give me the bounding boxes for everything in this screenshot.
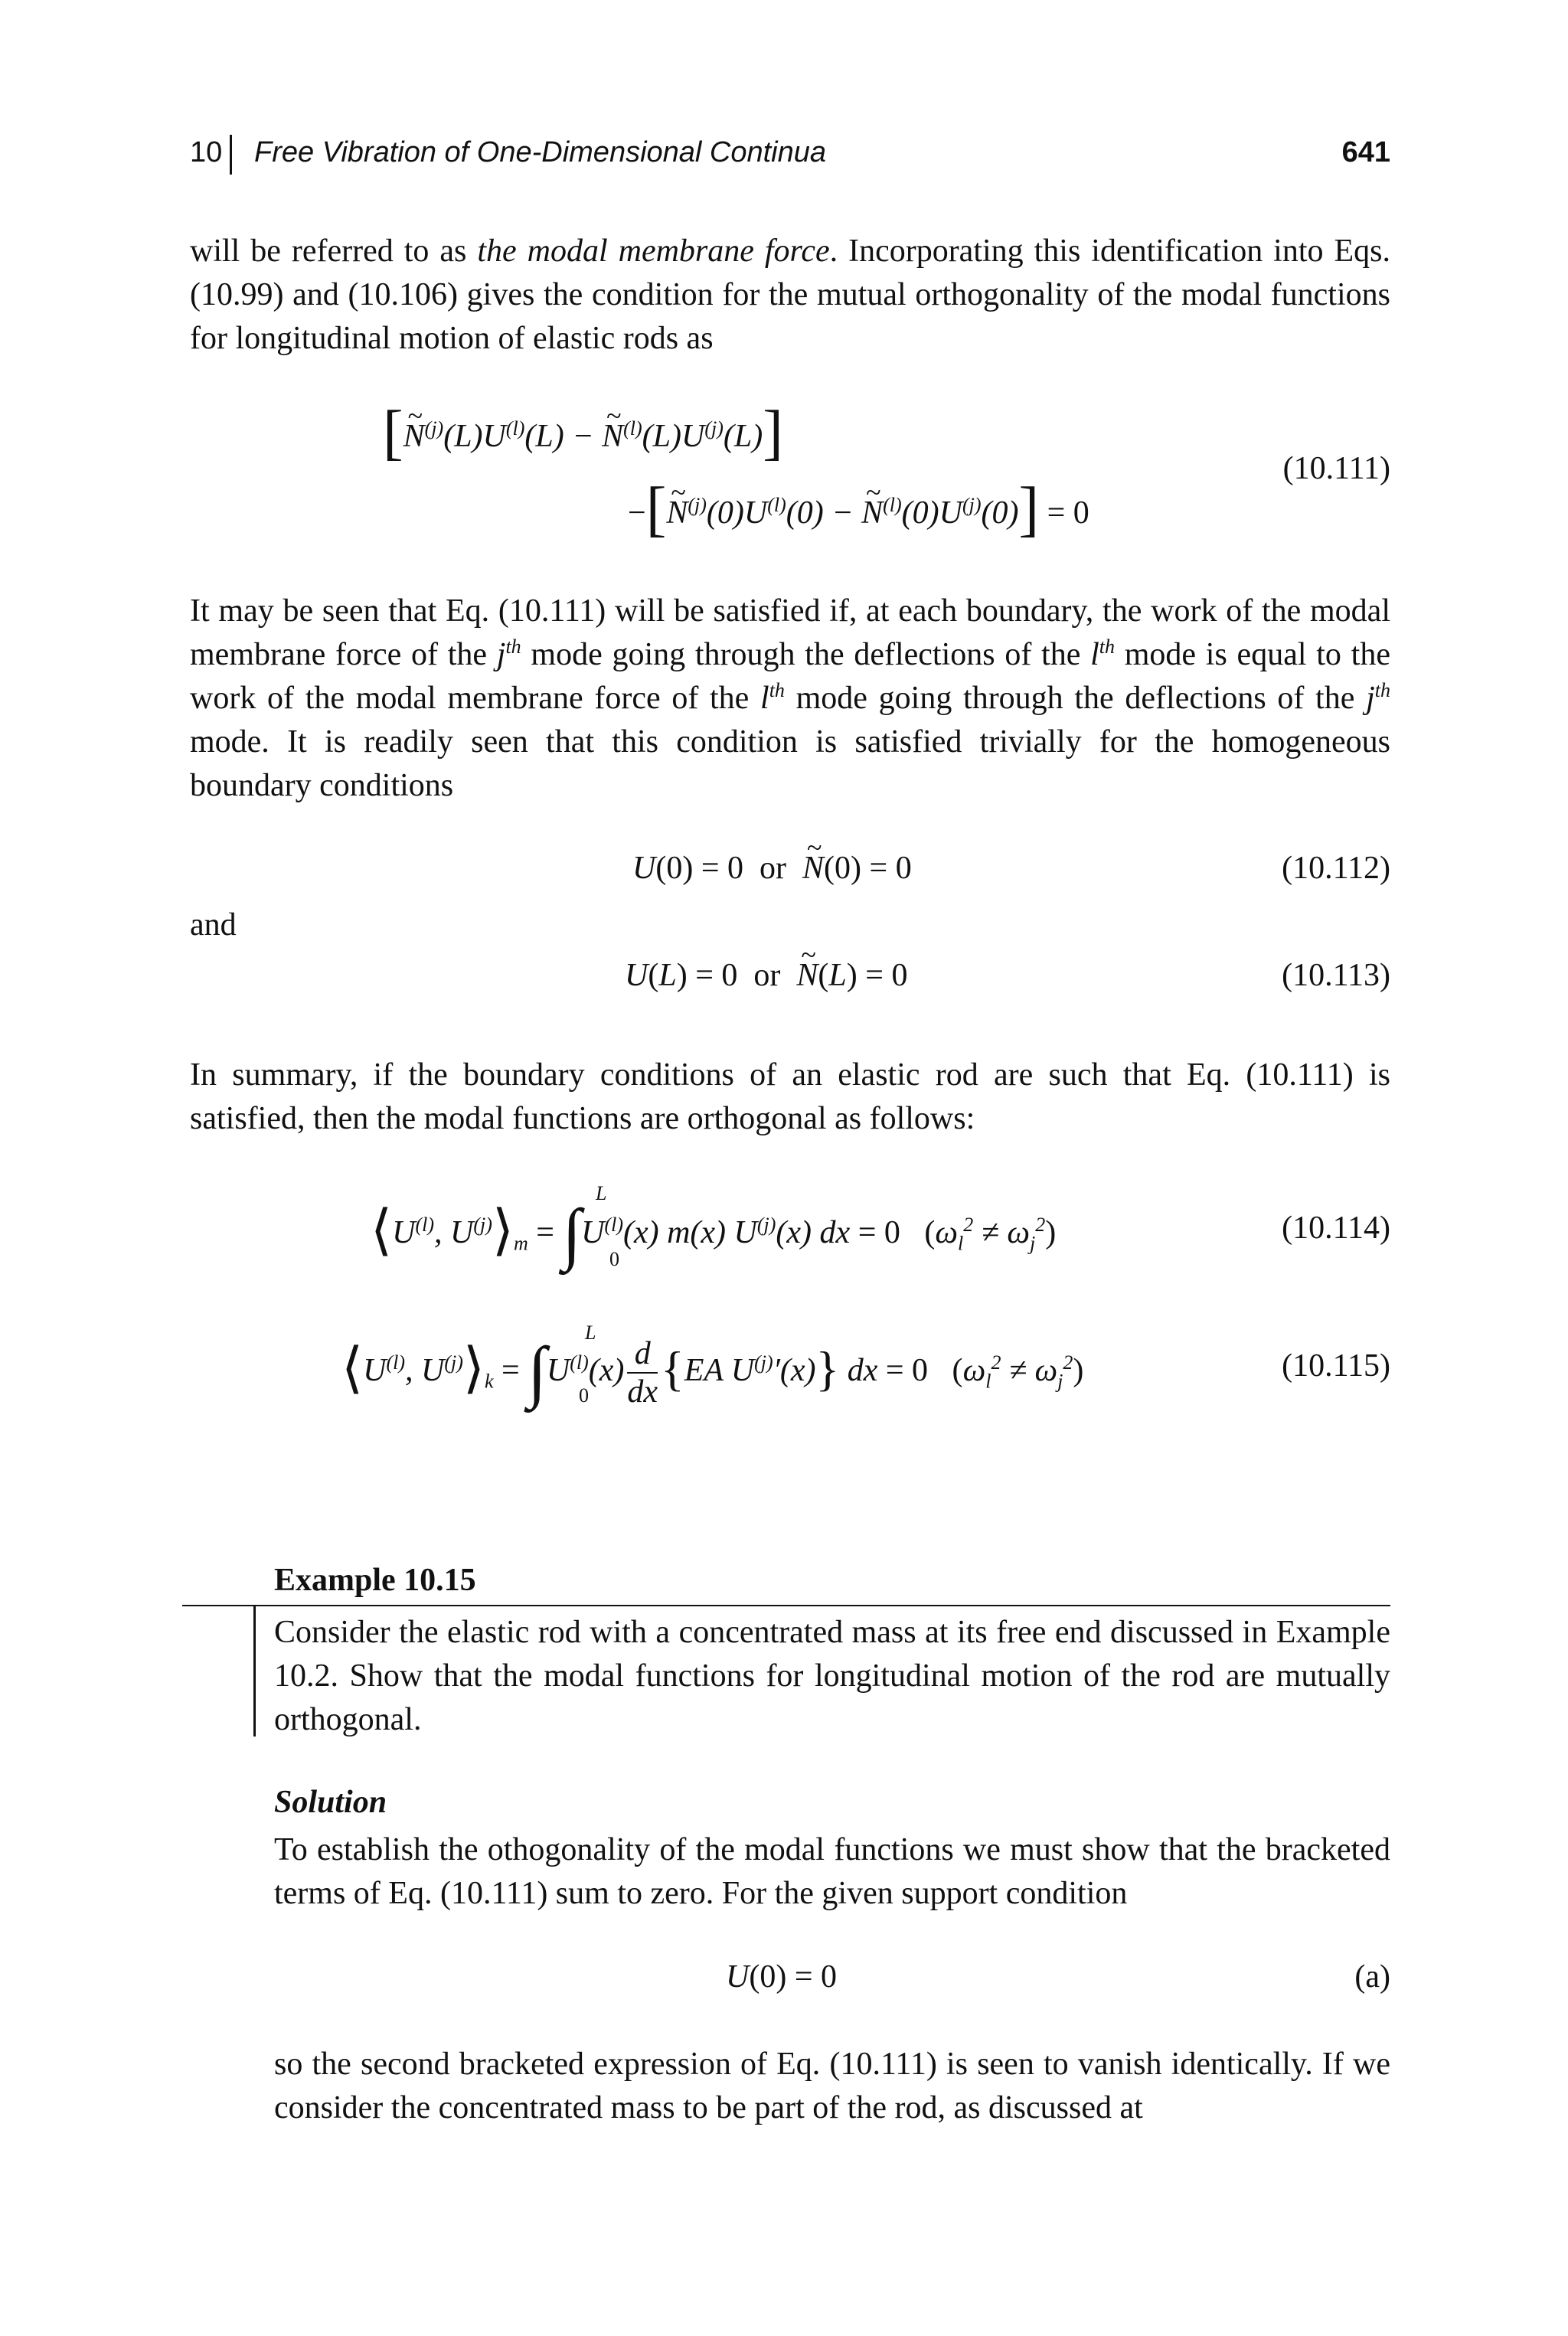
equation-number-10-114: (10.114) [1282, 1210, 1390, 1246]
text: . Incorporating this identification into Eqs. (10.99) and (10.106) gives the condition for the mutual orthogonality of the modal functions for longitudinal motion of elastic rods as [190, 234, 1390, 356]
chapter-number: 10 [190, 136, 223, 168]
text: j [1366, 681, 1375, 716]
text: l [1090, 637, 1099, 672]
emphasis-modal-membrane-force: the modal membrane force [477, 234, 830, 269]
example-top-rule [182, 1605, 1390, 1606]
text: mode going through the deflections of the [521, 637, 1091, 672]
running-header [190, 136, 1390, 179]
text: It may be seen that Eq. (10.111) will be satisfied if, at each boundary, the work of the modal membrane force of the [190, 593, 1390, 672]
text: will be referred to as [190, 234, 478, 269]
text: j [496, 637, 506, 672]
paragraph-intro [190, 230, 1390, 361]
equation-10-115: $⟨U^{(l)}$, $U^{(j)}⟩_k = \int U^{(l)}(x)$ $\frac{d}{dx}$ {EA $U^{(j)}'(x)$} dx = 0 $(\omega_l^2 \ne \omega_j^2)$ [341, 1334, 1084, 1410]
equation-number-10-112: (10.112) [1282, 851, 1390, 886]
upper-limit: L [585, 1322, 596, 1344]
paragraph-solution-continued: so the second bracketed expression of Eq. (10.111) is seen to vanish identically. If we consider the concentrated mass to be part of the rod, as discussed at [274, 2047, 1390, 2125]
equation-a: U(0) = 0 [726, 1959, 838, 1995]
page-number: 641 [1341, 136, 1390, 168]
text: th [1099, 635, 1116, 658]
example-statement: Consider the elastic rod with a concentrated mass at its free end discussed in Example 10.2. Show that the modal functions for longitudinal motion of the rod are mutually orthogonal. [274, 1615, 1390, 1737]
paragraph-summary: In summary, if the boundary conditions of an elastic rod are such that Eq. (10.111) is satisfied, then the modal functions are orthogonal as follows: [190, 1057, 1390, 1136]
text: mode. It is readily seen that this condition is satisfied trivially for the homogeneous boundary conditions [190, 724, 1390, 803]
text: th [505, 635, 521, 658]
example-title: Example 10.15 [274, 1563, 476, 1598]
chapter-title: Free Vibration of One-Dimensional Continua [254, 136, 827, 168]
paragraph-solution-intro: To establish the othogonality of the modal functions we must show that the bracketed terms of Eq. (10.111) sum to zero. For the given support condition [274, 1832, 1390, 1911]
header-divider [230, 135, 232, 175]
equation-10-112: U(0) = 0 or ~ N(0) = 0 [632, 850, 912, 887]
solution-title: Solution [274, 1785, 387, 1820]
equation-10-114: $⟨U^{(l)}$, $U^{(j)}⟩_m = \int U^{(l)}(x)$ m(x) $U^{(j)}(x)$ dx = 0 $(\omega_l^2 \ne \omega_j^2)$ [371, 1196, 1057, 1272]
equation-number-a: (a) [1354, 1959, 1390, 1995]
example-side-rule [253, 1606, 256, 1736]
text: l [760, 681, 769, 716]
lower-limit: 0 [579, 1384, 589, 1407]
text: mode going through the deflections of the [784, 681, 1367, 716]
text: mode is equal to the work of the modal membrane force of the [190, 637, 1390, 716]
equation-10-113: U(L) = 0 or ~ N(L) = 0 [625, 957, 907, 994]
paragraph-work-condition [190, 590, 1390, 808]
text: th [1374, 679, 1390, 701]
equation-10-111-line1: [~ $N^{(j)}(L)U^{(l)}(L)$ − ~ $N^{(l)}(L)U^{(j)}(L)$] [383, 398, 783, 468]
upper-limit: L [596, 1182, 607, 1204]
equation-number-10-111: (10.111) [1282, 451, 1390, 486]
text: th [769, 679, 785, 701]
text-and: and [190, 907, 237, 943]
equation-number-10-115: (10.115) [1282, 1348, 1390, 1384]
equation-number-10-113: (10.113) [1282, 958, 1390, 993]
text-or: or [753, 958, 781, 993]
text-or: or [760, 851, 787, 886]
lower-limit: 0 [609, 1248, 619, 1270]
equation-10-111-line2: −[~ $N^{(j)}(0)U^{(l)}(0)$ − ~ $N^{(l)}(0)U^{(j)}(0)] = 0$ [628, 475, 1089, 544]
